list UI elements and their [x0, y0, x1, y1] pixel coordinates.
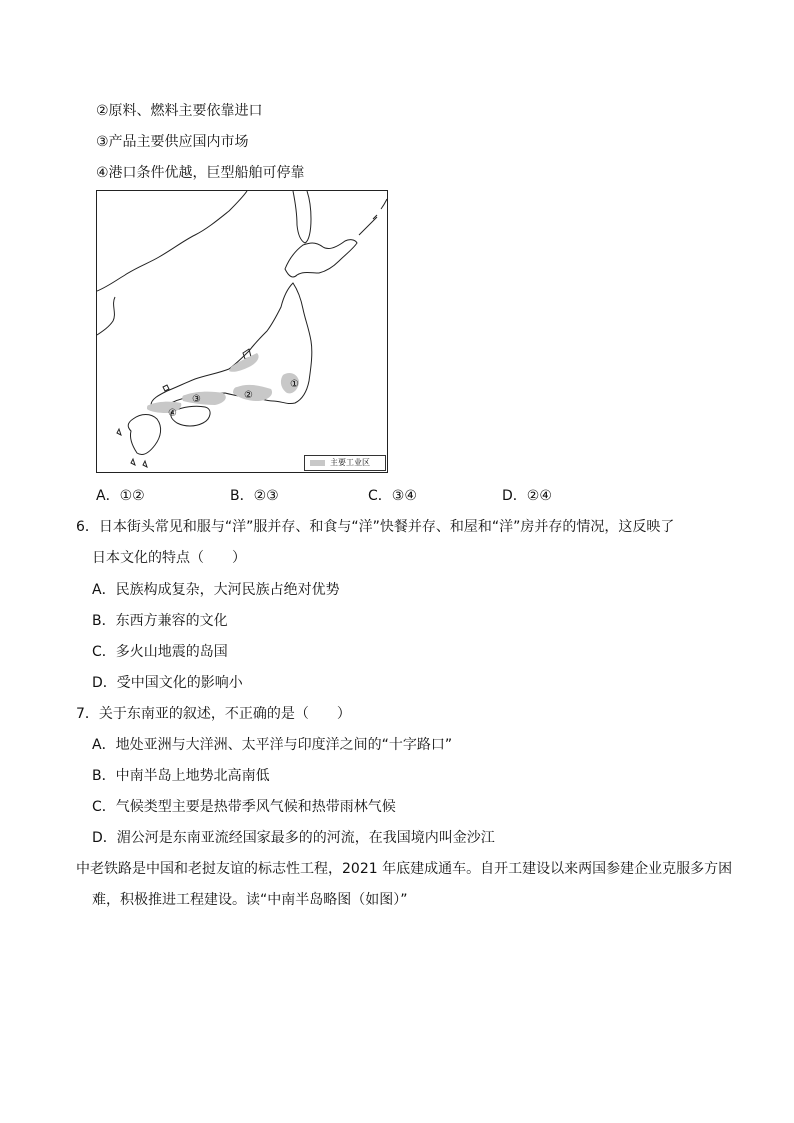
- q7-option-d: D．湄公河是东南亚流经国家最多的的河流，在我国境内叫金沙江: [92, 830, 495, 846]
- map-label-2: ②: [244, 390, 253, 401]
- legend-swatch: [310, 460, 325, 466]
- q6-option-a: A．民族构成复杂，大河民族占绝对优势: [92, 582, 340, 598]
- q5-option-a: A．①②: [96, 488, 145, 504]
- japan-map: [96, 190, 388, 473]
- map-label-4: ④: [168, 408, 177, 419]
- map-legend: [304, 455, 386, 471]
- q5-item-2: ②原料、燃料主要依靠进口: [96, 103, 263, 119]
- map-label-1: ①: [290, 379, 299, 390]
- passage-line1: 中老铁路是中国和老挝友谊的标志性工程，2021 年底建成通车。自开工建设以来两国参建企业克服多方困: [76, 861, 733, 877]
- q6-stem-line2: 日本文化的特点（ ）: [92, 550, 246, 566]
- kyushu: [128, 415, 160, 455]
- q5-option-d: D．②④: [502, 488, 552, 504]
- zone-hanshin: [182, 392, 226, 405]
- q7-stem: 7．关于东南亚的叙述，不正确的是（ ）: [76, 706, 351, 722]
- q5-item-3: ③产品主要供应国内市场: [96, 134, 249, 150]
- q5-option-c: C．③④: [368, 488, 417, 504]
- q7-option-c: C．气候类型主要是热带季风气候和热带雨林气候: [92, 799, 396, 815]
- q6-option-b: B．东西方兼容的文化: [92, 613, 228, 629]
- southern-islands: [131, 459, 147, 467]
- industrial-zones: [147, 353, 299, 413]
- korea-coast: [97, 297, 115, 335]
- q6-stem-line1: 6．日本街头常见和服与“洋”服并存、和食与“洋”快餐并存、和屋和“洋”房并存的情况，这反映了: [76, 519, 675, 535]
- tsushima-island: [117, 429, 121, 435]
- kuril-islands: [359, 199, 387, 235]
- q6-option-d: D．受中国文化的影响小: [92, 675, 243, 691]
- q7-option-b: B．中南半岛上地势北高南低: [92, 768, 270, 784]
- mainland-coast: [97, 191, 247, 291]
- q6-option-c: C．多火山地震的岛国: [92, 644, 228, 660]
- q5-item-4: ④港口条件优越，巨型船舶可停靠: [96, 165, 305, 181]
- sakhalin: [293, 191, 311, 243]
- map-label-3: ③: [192, 394, 201, 405]
- passage-line2: 难，积极推进工程建设。读“中南半岛略图（如图）”: [92, 892, 408, 908]
- hokkaido: [285, 240, 357, 277]
- legend-label: 主要工业区: [330, 458, 370, 467]
- japan-map-drawing: [97, 191, 387, 472]
- q7-option-a: A．地处亚洲与大洋洲、太平洋与印度洋之间的“十字路口”: [92, 737, 453, 753]
- q5-option-b: B．②③: [230, 488, 279, 504]
